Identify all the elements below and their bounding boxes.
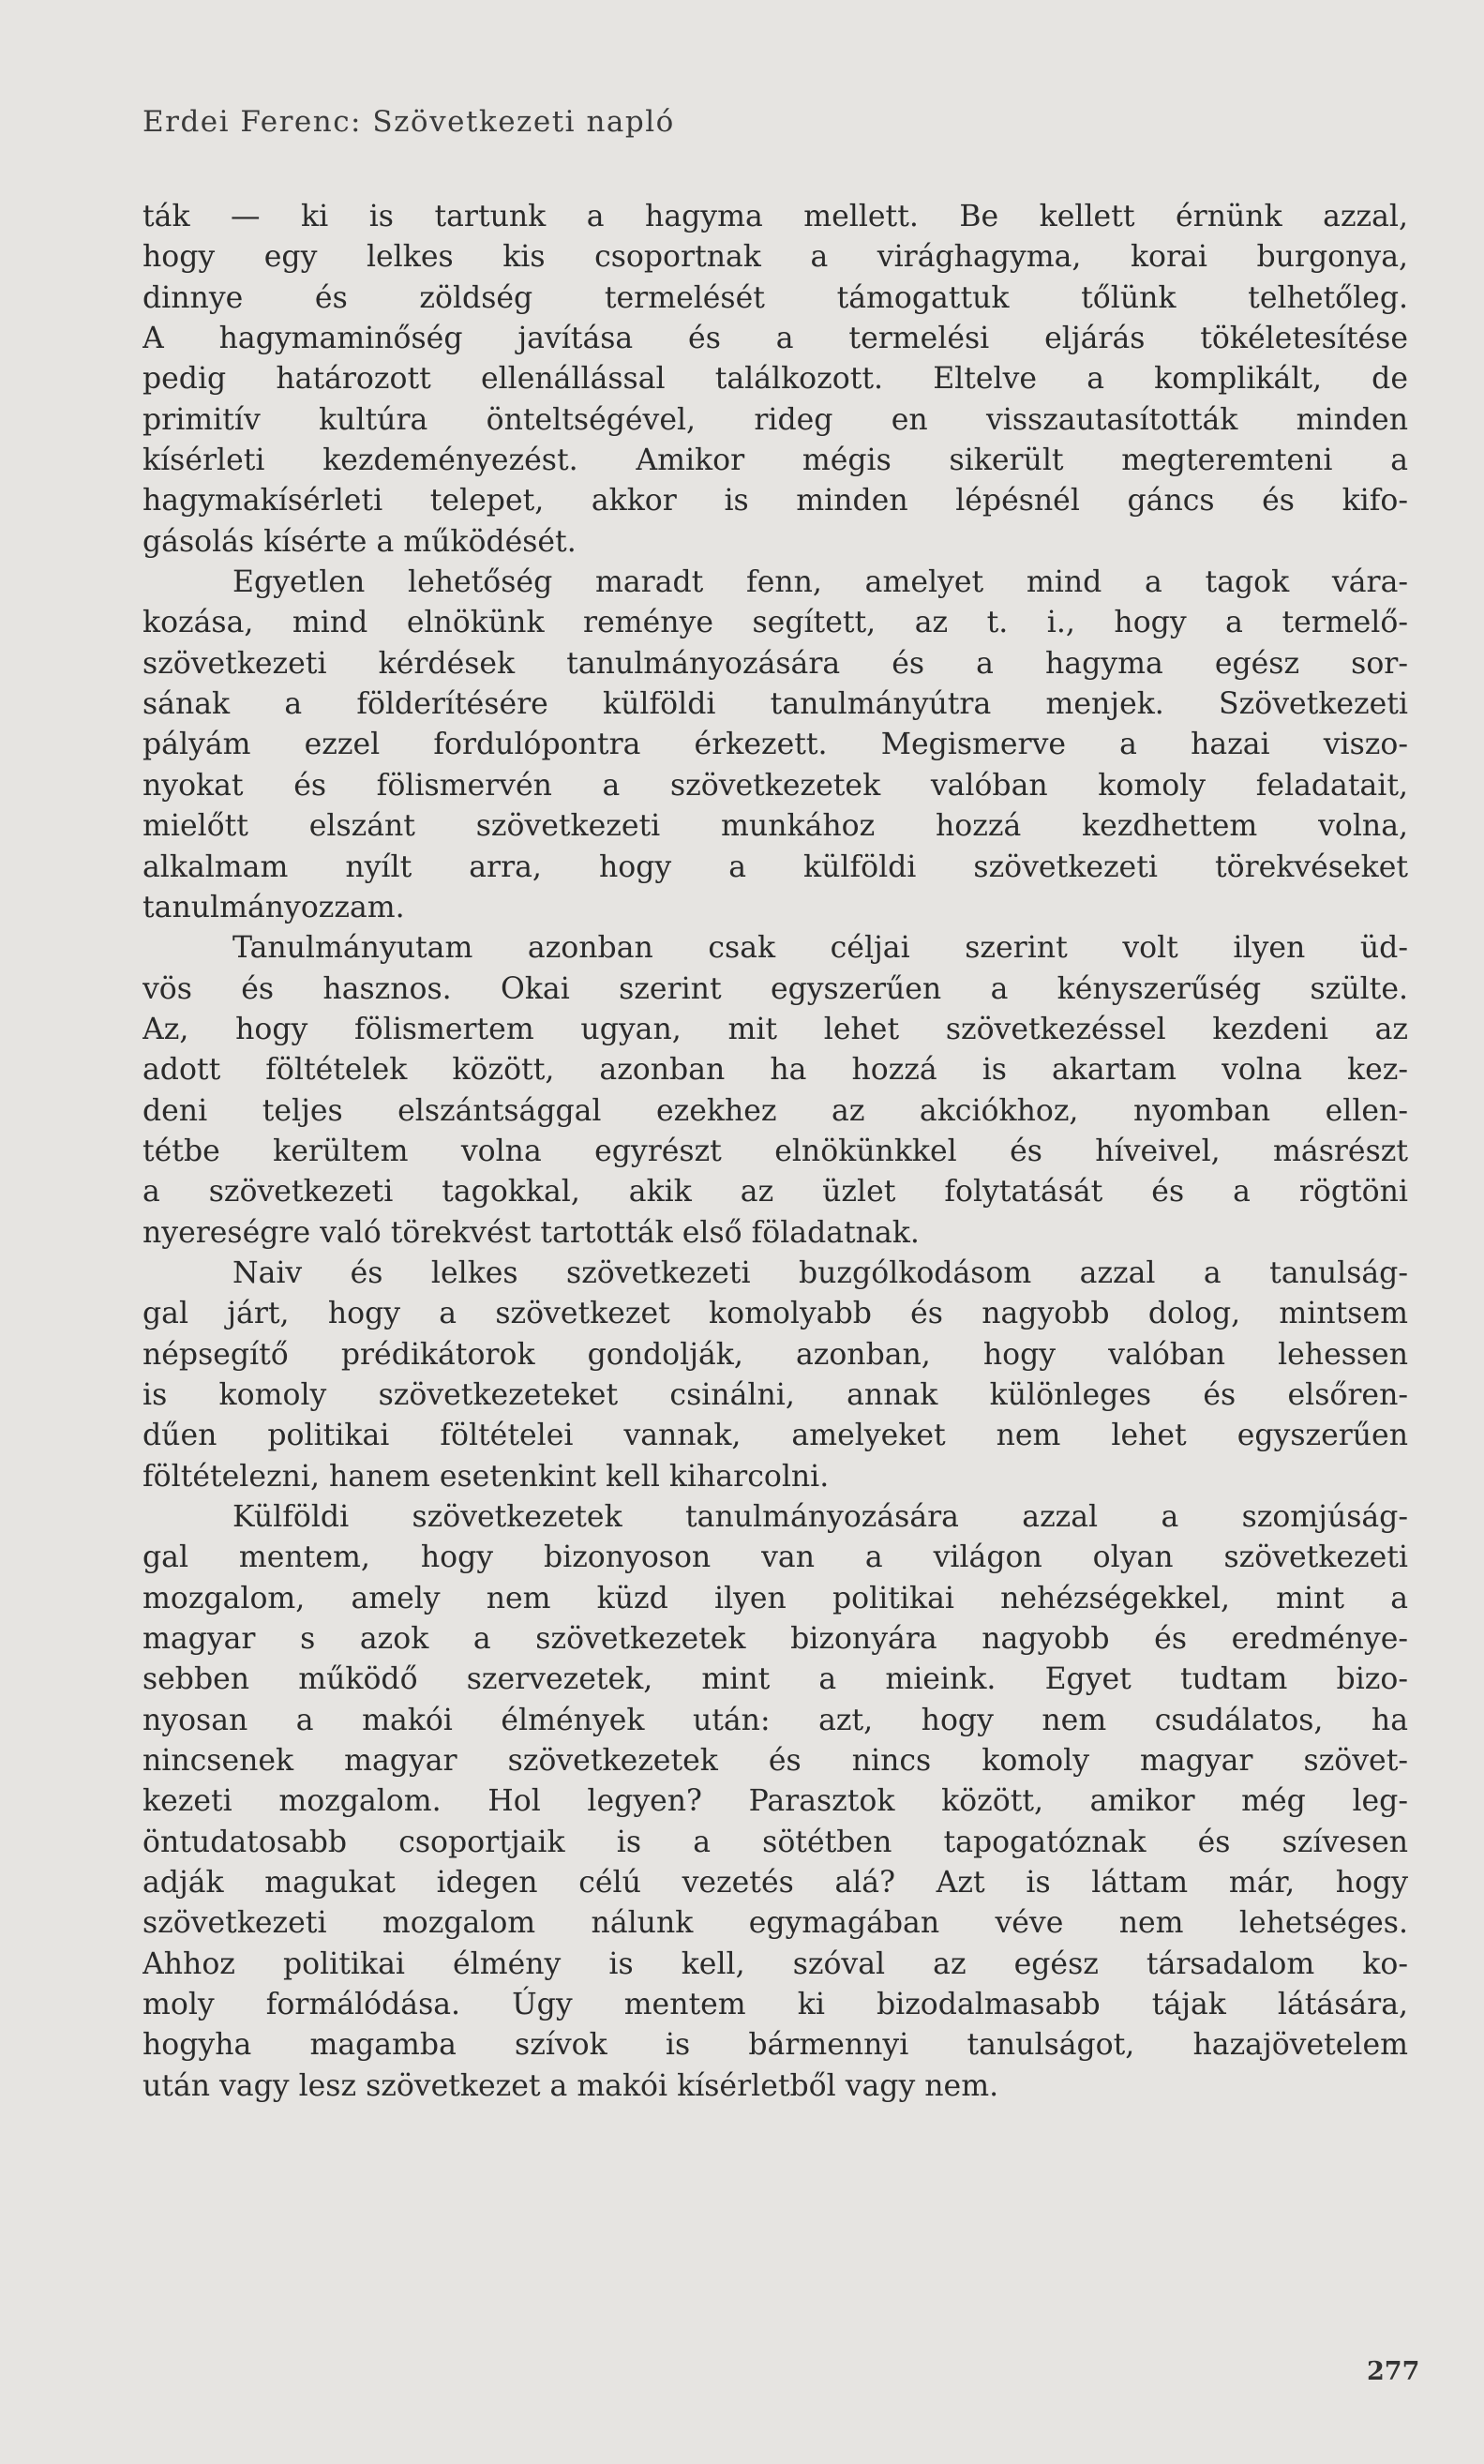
text-line: sebben működő szervezetek, mint a mieink. Egyet tudtam bizo-	[142, 1662, 1408, 1697]
page-number: 277	[1367, 2357, 1420, 2386]
text-line: nyereségre való törekvést tartották első föladatnak.	[142, 1215, 920, 1250]
text-line: gal járt, hogy a szövetkezet komolyabb és nagyobb dolog, mintsem	[142, 1297, 1408, 1331]
text-line: dinnye és zöldség termelését támogattuk tőlünk telhetőleg.	[142, 280, 1408, 315]
text-line: hogy egy lelkes kis csoportnak a virághagyma, korai burgonya,	[142, 240, 1408, 275]
text-line: adott föltételek között, azonban ha hozzá is akartam volna kez-	[142, 1053, 1408, 1088]
text-line: öntudatosabb csoportjaik is a sötétben tapogatóznak és szívesen	[142, 1825, 1408, 1859]
text-line: Naiv és lelkes szövetkezeti buzgólkodásom azzal a tanulság-	[232, 1255, 1408, 1290]
text-line: a szövetkezeti tagokkal, akik az üzlet folytatását és a rögtöni	[142, 1175, 1408, 1209]
text-line: Egyetlen lehetőség maradt fenn, amelyet mind a tagok vára-	[232, 565, 1408, 600]
text-line: szövetkezeti kérdések tanulmányozására és a hagyma egész sor-	[142, 646, 1408, 681]
text-line: deni teljes elszántsággal ezekhez az akciókhoz, nyomban ellen-	[142, 1093, 1408, 1128]
text-line: A hagymaminőség javítása és a termelési eljárás tökéletesítése	[142, 322, 1408, 356]
text-line: Külföldi szövetkezetek tanulmányozására azzal a szomjúság-	[232, 1500, 1408, 1534]
text-line: sának a földerítésére külföldi tanulmányútra menjek. Szövetkezeti	[142, 687, 1408, 722]
text-line: után vagy lesz szövetkezet a makói kísérletből vagy nem.	[142, 2068, 999, 2103]
running-head: Erdei Ferenc: Szövetkezeti napló	[142, 105, 675, 139]
body-text	[142, 197, 1408, 2107]
text-line: ták — ki is tartunk a hagyma mellett. Be kellett érnünk azzal,	[142, 200, 1408, 233]
text-line: dűen politikai föltételei vannak, amelyeket nem lehet egyszerűen	[142, 1419, 1408, 1453]
text-line: nyokat és fölismervén a szövetkezetek valóban komoly feladatait,	[142, 768, 1408, 803]
text-line: gásolás kísérte a működését.	[142, 524, 577, 559]
text-line: Az, hogy fölismertem ugyan, mit lehet szövetkezéssel kezdeni az	[142, 1012, 1408, 1046]
text-line: hagymakísérleti telepet, akkor is minden lépésnél gáncs és kifo-	[142, 484, 1408, 518]
text-line: szövetkezeti mozgalom nálunk egymagában véve nem lehetséges.	[142, 1906, 1408, 1941]
text-line: kozása, mind elnökünk reménye segített, az t. i., hogy a termelő-	[142, 606, 1408, 640]
text-line: nyosan a makói élmények után: azt, hogy nem csudálatos, ha	[142, 1703, 1408, 1737]
text-line: vös és hasznos. Okai szerint egyszerűen a kényszerűség szülte.	[142, 971, 1408, 1006]
text-line: Ahhoz politikai élmény is kell, szóval az egész társadalom ko-	[142, 1946, 1408, 1981]
text-line: hogyha magamba szívok is bármennyi tanulságot, hazajövetelem	[142, 2028, 1408, 2063]
text-line: pályám ezzel fordulópontra érkezett. Megismerve a hazai viszo-	[142, 728, 1408, 762]
text-line: pedig határozott ellenállással találkozott. Eltelve a komplikált, de	[142, 362, 1408, 397]
text-line: is komoly szövetkezeteket csinálni, annak különleges és elsőren-	[142, 1377, 1408, 1412]
text-line: tétbe kerültem volna egyrészt elnökünkkel és híveivel, másrészt	[142, 1134, 1408, 1168]
text-line: népsegítő prédikátorok gondolják, azonban, hogy valóban lehessen	[142, 1337, 1408, 1372]
text-line: primitív kultúra önteltségével, rideg en visszautasították minden	[142, 402, 1408, 437]
text-line: mielőtt elszánt szövetkezeti munkához hozzá kezdhettem volna,	[142, 809, 1408, 844]
text-line: moly formálódása. Úgy mentem ki bizodalmasabb tájak látására,	[142, 1988, 1408, 2022]
text-line: föltételezni, hanem esetenkint kell kiharcolni.	[142, 1459, 830, 1494]
text-line: magyar s azok a szövetkezetek bizonyára nagyobb és eredménye-	[142, 1622, 1408, 1657]
text-line: kísérleti kezdeményezést. Amikor mégis sikerült megteremteni a	[142, 443, 1408, 478]
text-line: kezeti mozgalom. Hol legyen? Parasztok között, amikor még leg-	[142, 1784, 1408, 1819]
text-line: alkalmam nyílt arra, hogy a külföldi szövetkezeti törekvéseket	[142, 849, 1408, 884]
text-line: gal mentem, hogy bizonyoson van a világon olyan szövetkezeti	[142, 1540, 1408, 1575]
text-line: Tanulmányutam azonban csak céljai szerint volt ilyen üd-	[232, 931, 1408, 966]
text-line: adják magukat idegen célú vezetés alá? Azt is láttam már, hogy	[142, 1866, 1408, 1901]
text-line: mozgalom, amely nem küzd ilyen politikai nehézségekkel, mint a	[142, 1581, 1408, 1615]
text-line: nincsenek magyar szövetkezetek és nincs komoly magyar szövet-	[142, 1744, 1408, 1779]
text-line: tanulmányozzam.	[142, 890, 405, 924]
